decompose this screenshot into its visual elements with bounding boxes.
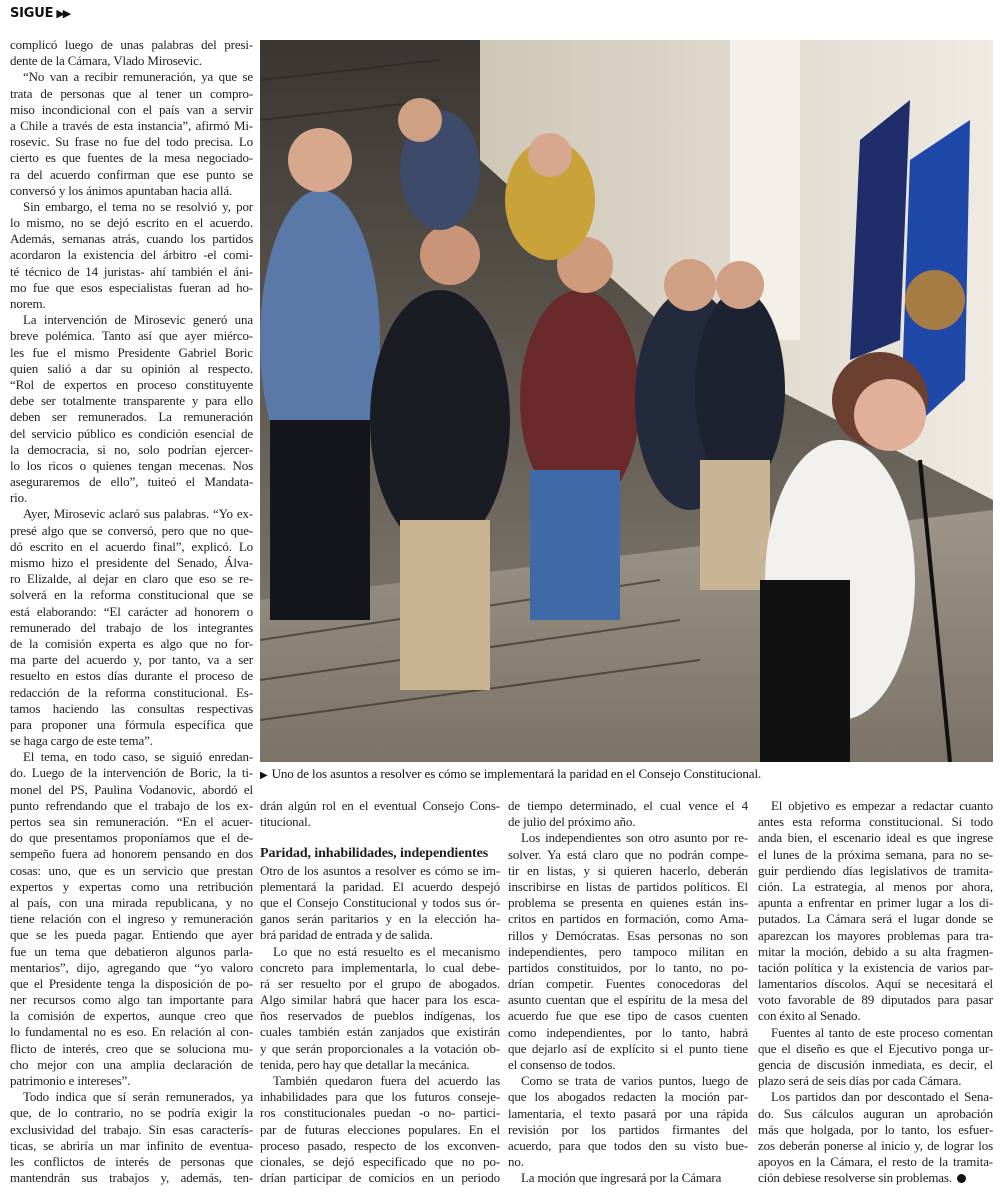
text-line: inhabilidades para que los futuros conseje-: [260, 1089, 500, 1105]
text-line: complicó luego de unas palabras del presi-: [10, 37, 253, 52]
text-line: Los independientes son otro asunto por re-: [521, 830, 748, 846]
text-line: El tema, en todo caso, se siguió enredan-: [23, 749, 253, 765]
text-line: La intervención de Mirosevic generó una: [23, 312, 253, 328]
text-line: “Rol de expertos en proceso constituyente: [10, 376, 253, 392]
text-line: rio.: [10, 490, 28, 506]
section-heading: Paridad, inhabilidades, independientes: [260, 846, 489, 862]
text-line: la democracia, si no, solo podrían ejercer-: [10, 441, 253, 457]
article-paragraph: [260, 863, 500, 944]
text-line: “No van a recibir remuneración, ya que se: [23, 69, 253, 85]
text-line: de la comisión experta es algo que no for-: [10, 635, 253, 651]
text-line: antes esta reforma constitucional. Si todo: [758, 814, 993, 830]
text-line: Como se trata de varios puntos, luego de: [521, 1073, 748, 1089]
text-line: revisión por los partidos firmantes del: [508, 1121, 748, 1137]
text-line: plementará la paridad. El acuerdo despejó: [260, 878, 500, 894]
article-column-3: [508, 798, 748, 1187]
end-of-article-bullet-icon: [957, 1174, 966, 1183]
text-line: dó escrito en el acuerdo final”, explicó. Lo: [10, 538, 253, 554]
text-line: independientes, pero tampoco militan en: [508, 943, 748, 959]
text-line: quien salió a dar su opinión al respecto.: [10, 360, 253, 376]
text-line: del servicio público es condición esencial de: [10, 425, 253, 441]
text-line: lo los ricos o quienes tengan mecenas. Nos: [10, 457, 253, 473]
text-line: se haga cargo de este tema”.: [10, 733, 153, 749]
text-line: tenida, pero hay que detallar la mecánica.: [260, 1056, 470, 1072]
article-column-1: [10, 37, 253, 1186]
text-line: tiene relación con el ingreso y remuneración: [10, 911, 253, 927]
text-line: ner recursos como algo tan importante para: [10, 992, 253, 1008]
text-line: proceso pasado, respecto de los exconven-: [260, 1137, 500, 1153]
text-line: punto refrendando que el trabajo de los ex-: [10, 797, 253, 813]
text-line: par de futuras elecciones populares. En el: [260, 1121, 500, 1137]
article-paragraph: [10, 506, 253, 749]
text-line: Los partidos dan por descontado el Sena-: [771, 1089, 993, 1105]
text-line: Sin embargo, el tema no se resolvió y, por: [23, 198, 253, 214]
text-line: aseguraremos de ello”, tuiteó el Mandata-: [10, 474, 253, 490]
text-line: acordaron la existencia del árbitro -el comi-: [10, 247, 253, 263]
text-line: acuerdo fue que ese tipo de casos cuenten: [508, 1008, 748, 1024]
text-line: drían competir. Fuentes conocedoras del: [508, 976, 748, 992]
text-line: té técnico de 14 juristas- ahí también el áni-: [10, 263, 253, 279]
text-line: que se les pueda pagar. Entiendo que ayer: [10, 927, 253, 943]
text-line: el consenso de todos.: [508, 1057, 616, 1072]
text-line: solver. Ya está claro que no podrán compe-: [508, 846, 748, 862]
text-line: y que serán proporcionales a la votación ob-: [260, 1040, 500, 1056]
text-line: ra del acuerdo confirman que ese punto se: [10, 166, 253, 182]
text-line: exclusividad del trabajo. Sin esas caracterís-: [10, 1121, 253, 1137]
article-paragraph: [10, 37, 253, 69]
text-line: está elaborando: “El carácter ad honorem o: [10, 603, 253, 619]
text-line: les conflictos de interés de personas que: [10, 1153, 253, 1169]
text-line: patrimonio e intereses”.: [10, 1073, 131, 1088]
article-paragraph: [10, 749, 253, 1089]
text-line: titucional.: [260, 814, 311, 830]
article-paragraph: [508, 830, 748, 1073]
text-line: tir en listas, y si quieren hacerlo, deberán: [508, 862, 748, 878]
text-line: mentarios”, dijo, agregando que “yo valoro: [10, 959, 253, 975]
article-paragraph: [10, 1089, 253, 1186]
text-line: Además, semanas atrás, cuando los partidos: [10, 231, 253, 247]
text-line: conversó y los ánimos apuntaban hacia allá.: [10, 182, 233, 198]
text-line: rá ser resuelto por el grupo de abogados.: [260, 975, 500, 991]
text-line: para proponer una fórmula específica que: [10, 716, 253, 732]
text-line: cuales también están zanjados que existirán: [260, 1024, 500, 1040]
caption-triangle-icon: ▶: [260, 770, 268, 781]
text-line: norem.: [10, 296, 46, 311]
photo-caption-text: Uno de los asuntos a resolver es cómo se implementará la paridad en el Consejo Constitucional.: [271, 766, 762, 781]
text-line: resuelto en estos días durante el proceso de: [10, 668, 253, 684]
article-paragraph: [508, 1170, 748, 1186]
article-paragraph: [758, 798, 993, 1025]
text-line: no.: [508, 1154, 524, 1170]
text-line: voto favorable de 89 diputados para pasar: [758, 992, 993, 1008]
text-line: ro Elizalde, al dejar en claro que eso se re-: [10, 571, 253, 587]
text-line: Algo similar habrá que hacer para los esca-: [260, 992, 500, 1008]
text-line: más que holgada, por lo tanto, los esfuer-: [758, 1121, 993, 1137]
text-line: inscribirse en listas de partidos políticos. El: [508, 878, 748, 894]
article-paragraph: [758, 1025, 993, 1090]
text-line: como independientes, por lo tanto, habrá: [508, 1024, 748, 1040]
article-paragraph: [10, 69, 253, 199]
text-line: plazo será de seis días por cada Cámara.: [758, 1073, 962, 1089]
text-line: zos deberán ponerse al inicio y, de lograr los: [758, 1137, 993, 1153]
article-paragraph: [260, 798, 500, 830]
text-line: presé algo que se conversó, pero que no que-: [10, 522, 253, 538]
text-line: lo mismo, no se dejó escrito en el acuerdo.: [10, 215, 253, 231]
text-line: ción debiese resolverse sin problemas.: [758, 1170, 993, 1186]
text-line: partidos constituidos, por lo tanto, no po-: [508, 959, 748, 975]
article-photo: [260, 40, 993, 762]
text-line: de julio del próximo año.: [508, 814, 636, 830]
text-line: al país, con una mirada republicana, y no: [10, 894, 253, 910]
text-line: breve polémica. Tanto así que ayer miérco-: [10, 328, 253, 344]
text-line: guir perdiendo días legislativos de tramita-: [758, 862, 993, 878]
text-line: que el Consejo Constitucional y todos sus ór-: [260, 894, 500, 910]
text-line: El objetivo es empezar a redactar cuanto: [771, 798, 993, 813]
text-line: pertos sea sin remuneración. “En el acuer-: [10, 814, 253, 829]
text-line: que dejarlo así de explícito si el punto tiene: [508, 1040, 748, 1056]
article-paragraph: [10, 199, 253, 312]
section-label: SIGUE: [10, 6, 54, 21]
text-line: debe ser totalmente transparente y para ello: [10, 393, 253, 409]
text-line: Fuentes al tanto de este proceso comentan: [771, 1024, 993, 1040]
text-line: rosevic. Su frase no fue del todo precisa. Lo: [10, 134, 253, 150]
text-line: ma parte del acuerdo y, por tanto, va a ser: [10, 652, 253, 668]
text-line: de tiempo determinado, el cual vence el 4: [508, 798, 748, 813]
text-line: problema se presenta en quienes están ins-: [508, 895, 748, 911]
text-line: mitar la moción, debido a su alta fragmen-: [758, 943, 993, 959]
text-line: cionales, se dejó especificado que no po-: [260, 1153, 500, 1169]
text-line: les fue el mismo Presidente Gabriel Boric: [10, 344, 253, 360]
text-line: que el diseño es que el Ejecutivo ponga ur-: [758, 1040, 993, 1056]
text-line: do. Sus cálculos auguran un aprobación: [758, 1105, 993, 1121]
text-line: Lo que no está resuelto es el mecanismo: [273, 943, 500, 959]
text-line: ros constitucionales puedan -o no- partici-: [260, 1105, 500, 1121]
text-line: el lunes de la próxima semana, para no se-: [758, 846, 993, 862]
section-kicker: [10, 6, 69, 21]
text-line: flicto de interés, creo que se soluciona mu-: [10, 1040, 253, 1056]
text-line: mantendrán sus trabajos y, además, ten-: [10, 1170, 253, 1186]
text-line: cierto es que fuentes de la mesa negociado-: [10, 150, 253, 166]
article-column-2: [260, 798, 500, 1186]
text-line: ños reservados de pueblos indígenas, los: [260, 1008, 500, 1024]
text-line: concreto para implementarla, lo cual debe-: [260, 959, 500, 975]
text-line: expertos y expertas como una retribución: [10, 878, 253, 894]
text-line: trata de personas que al tener un compro-: [10, 85, 253, 101]
text-line: fue un tema que debatieron algunos parla-: [10, 943, 253, 959]
text-line: gencia de discusión inmediata, es decir, el: [758, 1057, 993, 1072]
article-paragraph: [508, 1073, 748, 1170]
text-line: do que presentamos proponíamos que el de-: [10, 830, 253, 846]
text-line: aparezcan los mayores problemas para tra-: [758, 927, 993, 943]
text-line: solverá en la reforma constitucional que se: [10, 587, 253, 603]
text-line: do. Luego de la intervención de Boric, la ti-: [10, 765, 253, 781]
text-line: ción. La estrategia, al menos por ahora,: [758, 878, 993, 894]
text-line: Ayer, Mirosevic aclaró sus palabras. “Yo ex-: [23, 506, 253, 522]
text-line: que, de lo contrario, no se podría exigir la: [10, 1105, 253, 1121]
article-paragraph: [508, 798, 748, 830]
text-line: con éxito al Senado.: [758, 1008, 861, 1024]
text-line: drán algún rol en el eventual Consejo Cons-: [260, 798, 500, 813]
text-line: La moción que ingresará por la Cámara: [521, 1170, 722, 1186]
text-line: apunta a enfrentar en primer lugar a los di-: [758, 895, 993, 911]
text-line: cho mejor con una amplia declaración de: [10, 1056, 253, 1072]
text-line: Otro de los asuntos a resolver es cómo se im-: [260, 862, 500, 878]
text-line: dente de la Cámara, Vlado Mirosevic.: [10, 53, 202, 69]
article-paragraph: [758, 1089, 993, 1186]
text-line: lamentaria, el texto pasará por una rápida: [508, 1105, 748, 1121]
article-paragraph: [260, 1073, 500, 1186]
text-line: ganos serán paritarios y en la elección ha-: [260, 911, 500, 927]
text-line: mo fue que esos especialistas fueran ad ho-: [10, 279, 253, 295]
text-line: critos en partidos en formación, como Ama-: [508, 911, 748, 927]
text-line: También quedaron fuera del acuerdo las: [273, 1073, 500, 1088]
text-line: que el Presidente tenga la disposición de po-: [10, 975, 253, 991]
text-line: la comisión de expertos, aunque creo que: [10, 1008, 253, 1024]
text-line: drían participar de comicios en un periodo: [260, 1170, 500, 1186]
text-line: lamentarios díscolos. Aquí se necesitará el: [758, 976, 993, 992]
group-photo-illustration: [260, 40, 993, 762]
text-line: deben ser remunerados. La remuneración: [10, 409, 253, 425]
text-line: cosas: uno, que es un servicio que prestan: [10, 862, 253, 878]
text-line: apoyos en la Cámara, el resto de la tramita-: [758, 1154, 993, 1170]
text-line: putados. La Cámara será el lugar donde se: [758, 911, 993, 927]
photo-caption: [260, 766, 761, 782]
text-line: rillos y Demócratas. Esas personas no son: [508, 927, 748, 943]
text-line: anda bien, el escenario ideal es que ingrese: [758, 830, 993, 846]
text-line: mismo hizo el presidente del Senado, Álva-: [10, 555, 253, 570]
article-paragraph: [10, 312, 253, 506]
text-line: brá paridad de entrada y de salida.: [260, 927, 433, 943]
text-line: tamos haciendo las consultas respectivas: [10, 700, 253, 716]
text-line: monel del PS, Paulina Vodanovic, abordó el: [10, 781, 253, 797]
text-line: sempeño fuera ad honorem pensando en dos: [10, 846, 253, 862]
text-line: asunto cuentan que el espíritu de la mesa del: [508, 992, 748, 1008]
text-line: acuerdo, para que todos den su visto bue-: [508, 1137, 748, 1153]
text-line: a Chile a través de esta instancia”, afirmó Mi-: [10, 117, 253, 133]
text-line: ticas, se abriría un mar infinito de eventua-: [10, 1137, 253, 1153]
text-line: redacción de la reforma constitucional. Es-: [10, 684, 253, 700]
article-paragraph: [260, 944, 500, 1074]
article-column-4: [758, 798, 993, 1187]
text-line: tación política y la existencia de varios par-: [758, 959, 993, 975]
text-line: miso incondicional con el país van a servir: [10, 101, 253, 117]
text-line: que los abogados redacten la moción par-: [508, 1089, 748, 1105]
double-play-arrow-icon: ▶▶: [56, 7, 70, 20]
text-line: lo fundamental no es eso. En relación al con-: [10, 1024, 253, 1040]
text-line: Todo indica que sí serán remunerados, ya: [23, 1089, 253, 1105]
text-line: remunerado del trabajo de los integrantes: [10, 619, 253, 635]
